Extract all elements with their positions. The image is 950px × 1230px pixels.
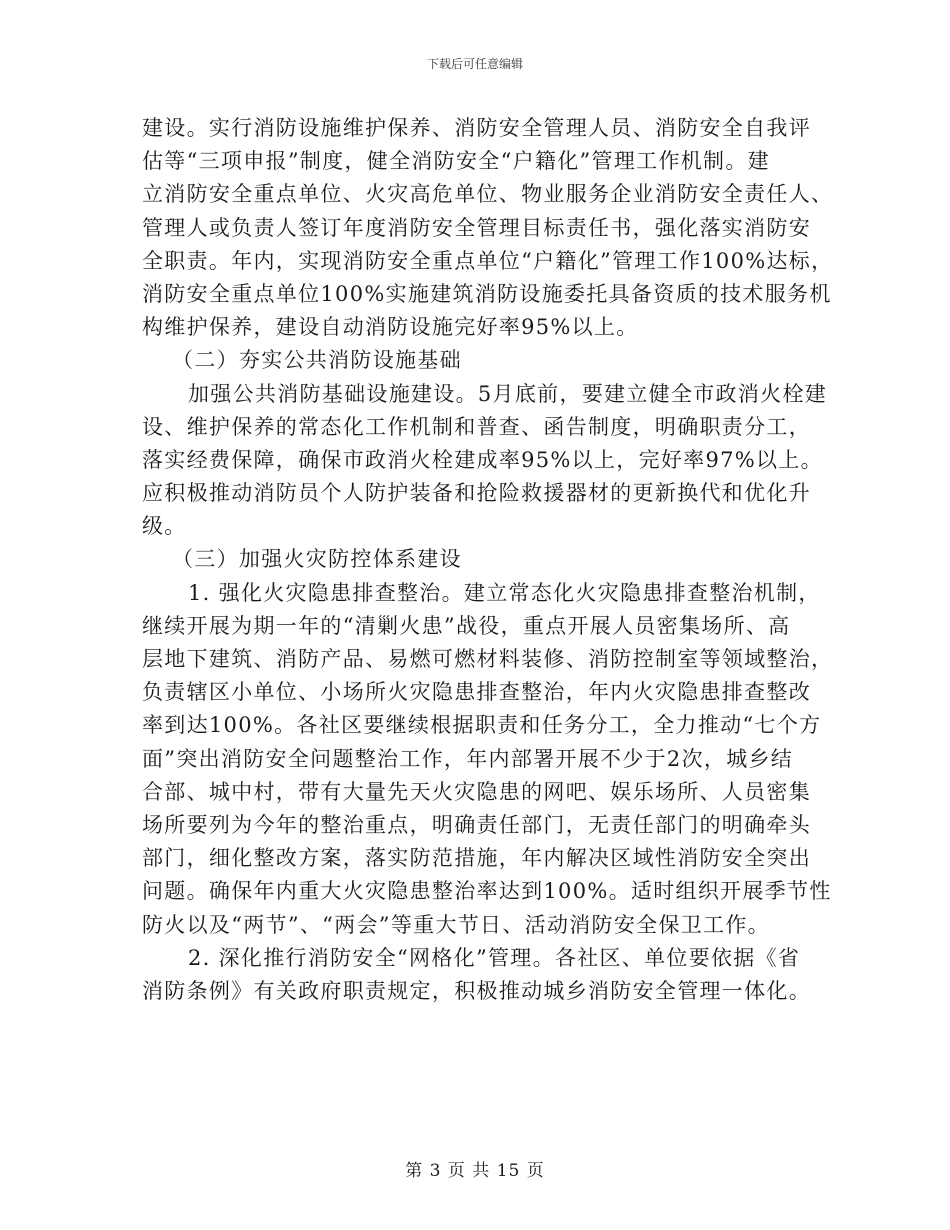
- text-line: 落实经费保障，确保市政消火栓建成率95%以上，完好率97%以上。: [142, 447, 823, 472]
- page-number-footer: 第 3 页 共 15 页: [405, 1161, 545, 1181]
- text-line: 合部、城中村，带有大量先天火灾隐患的网吧、娱乐场所、人员密集: [142, 779, 811, 804]
- text-line: 负责辖区小单位、小场所火灾隐患排查整治，年内火灾隐患排查整改: [142, 680, 811, 705]
- document-body: [142, 112, 834, 1008]
- text-line: 估等“三项申报”制度，健全消防安全“户籍化”管理工作机制。建: [142, 149, 770, 174]
- text-line: 继续开展为期一年的“清剿火患”战役，重点开展人员密集场所、高: [142, 613, 791, 638]
- text-line: 1. 强化火灾隐患排查整治。建立常态化火灾隐患排查整治机制，: [188, 580, 821, 605]
- text-line: 部门，细化整改方案，落实防范措施，年内解决区域性消防安全突出: [142, 846, 811, 871]
- text-line: 2. 深化推行消防安全“网格化”管理。各社区、单位要依据《省: [188, 945, 801, 970]
- text-line: 问题。确保年内重大火灾隐患整治率达到100%。适时组织开展季节性: [142, 879, 832, 904]
- text-line: 设、维护保养的常态化工作机制和普查、函告制度，明确职责分工，: [142, 414, 811, 439]
- text-line: 面”突出消防安全问题整治工作，年内部署开展不少于2次，城乡结: [142, 746, 794, 771]
- text-line: 立消防安全重点单位、火灾高危单位、物业服务企业消防安全责任人、: [142, 182, 834, 207]
- text-line: 消防安全重点单位100%实施建筑消防设施委托具备资质的技术服务机: [142, 281, 832, 306]
- text-line: 层地下建筑、消防产品、易燃可燃材料装修、消防控制室等领域整治，: [142, 647, 834, 671]
- page-header-note: 下载后可任意编辑: [426, 57, 523, 71]
- text-line: 建设。实行消防设施维护保养、消防安全管理人员、消防安全自我评: [142, 116, 811, 140]
- text-line: 全职责。年内，实现消防安全重点单位“户籍化”管理工作100%达标，: [142, 248, 834, 273]
- section-heading: （三）加强火灾防控体系建设: [172, 547, 462, 572]
- text-line: 消防条例》有关政府职责规定，积极推动城乡消防安全管理一体化。: [142, 978, 811, 1003]
- text-line: 率到达100%。各社区要继续根据职责和任务分工，全力推动“七个方: [142, 713, 822, 738]
- text-line: 应积极推动消防员个人防护装备和抢险救援器材的更新换代和优化升: [142, 481, 811, 506]
- text-line: 防火以及“两节”、“两会”等重大节日、活动消防安全保卫工作。: [142, 912, 770, 937]
- text-line: 管理人或负责人签订年度消防安全管理目标责任书，强化落实消防安: [142, 215, 811, 240]
- text-line: 场所要列为今年的整治重点，明确责任部门，无责任部门的明确牵头: [142, 812, 811, 837]
- text-line: 加强公共消防基础设施建设。5月底前，要建立健全市政消火栓建: [188, 381, 828, 406]
- text-line: 构维护保养，建设自动消防设施完好率95%以上。: [142, 315, 639, 340]
- text-line: 级。: [142, 514, 187, 539]
- section-heading: （二）夯实公共消防设施基础: [172, 348, 462, 373]
